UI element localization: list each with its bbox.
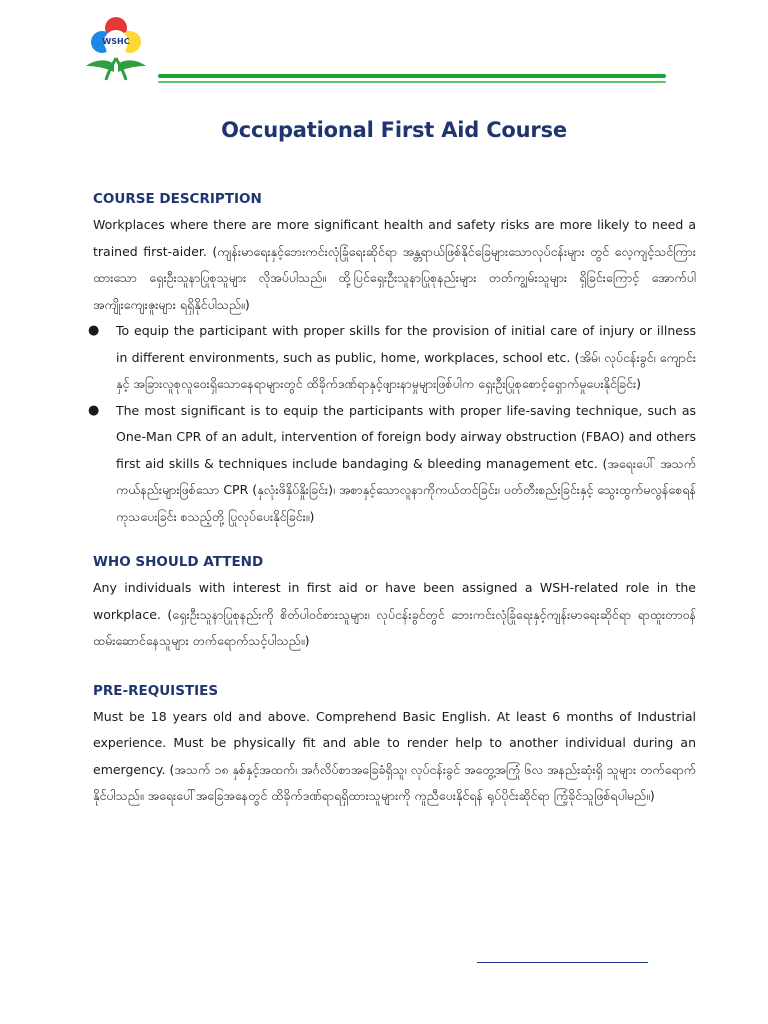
header-divider (158, 74, 666, 78)
bullet-text: The most significant is to equip the participants with proper life-saving technique, such as One-Man CPR of an adult, intervention of foreign body airway obstruction (FBAO) and others first aid skills & techniques include bandaging & bleeding management etc. (အရေးပေါ် အသက်ကယ်နည်းများဖြစ်သော CPR (နှလုံးဖိနှိပ်နှိုးခြင်း)၊ အစာနှင့်သောလူနာကိုကယ်တင်ခြင်း၊ ပတ်တီးစည်းခြင်းနှင့် သွေးထွက်မလွန်စေရန် ကုသပေးခြင်း စသည့်တို့ ပြုလုပ်ပေးနိုင်ခြင်း။) (116, 402, 696, 524)
who-should-attend-paragraph: Any individuals with interest in first aid or have been assigned a WSH-related role in the workplace. (ရှေးဦးသူနာပြုစုနည်းကို စိတ်ပါဝင်စားသူများ၊ လုပ်ငန်းခွင်တွင် ဘေးကင်းလုံခြုံရေးနှင့်ကျန်းမာရေးဆိုင်ရာ ရာထူးတာဝန် ထမ်းဆောင်နေသူများ တက်ရောက်သင့်ပါသည်။) (93, 580, 696, 648)
bullet-icon: ● (88, 402, 100, 418)
header-divider-thin (158, 81, 666, 83)
bullet-item (88, 318, 696, 398)
bullet-text: To equip the participant with proper skills for the provision of initial care of injury or illness in different environments, such as public, home, workplaces, school etc. (အိမ်၊ လုပ်ငန်းခွင်၊ ကျောင်းနှင့် အခြားလူစုလူဝေးရှိသောနေရာများတွင် ထိခိုက်ဒဏ်ရာနှင့်ဖျားနာမှုများဖြစ်ပါက ရှေးဦးပြုစုစောင့်ရှောက်မှုပေးနိုင်ခြင်း) (116, 323, 696, 391)
pre-requisites-heading: PRE-REQUISTIES (93, 682, 219, 699)
page-title: Occupational First Aid Course (221, 118, 567, 142)
bullet-icon: ● (88, 323, 100, 338)
who-should-attend-heading: WHO SHOULD ATTEND (93, 554, 264, 570)
pre-requisites-paragraph: Must be 18 years old and above. Comprehend Basic English. At least 6 months of Industrial experience. Must be physically fit and able to render help to another individual during an emergency. (အသက် ၁၈ နှစ်နှင့်အထက်၊ အင်္ဂလိပ်စာအခြေခံရှိသူ၊ လုပ်ငန်းခွင် အတွေ့အကြုံ ၆လ အနည်းဆုံးရှိ သူများ တက်ရောက်နိုင်ပါသည်။ အရေးပေါ်အခြေအနေတွင် ထိခိုက်ဒဏ်ရာရရှိထားသူများကို ကူညီပေးနိုင်ရန် ရုပ်ပိုင်းဆိုင်ရာ ကြံ့ခိုင်သူဖြစ်ရပါမည်။) (93, 708, 696, 803)
flower-logo-icon (84, 14, 148, 82)
logo-text: WSHC (102, 37, 130, 46)
footer-underline (477, 962, 648, 963)
course-description-bullets (88, 318, 696, 530)
document-body (88, 186, 696, 810)
course-description-heading: COURSE DESCRIPTION (93, 191, 262, 207)
wshc-logo (84, 14, 148, 82)
course-description-paragraph: Workplaces where there are more significant health and safety risks are more likely to need a trained first-aider. (ကျန်းမာရေးနှင့်ဘေးကင်းလုံခြုံရေးဆိုင်ရာ အန္တရာယ်ဖြစ်နိုင်ခြေများသောလုပ်ငန်းများ တွင် လေ့ကျင့်သင်ကြားထားသော ရှေးဦးသူနာပြုစုသူများ လိုအပ်ပါသည်။ ထို့ပြင်ရှေးဦးသူနာပြုစုနည်းများ တတ်ကျွမ်းသူများ ရှိခြင်းကြောင့် အောက်ပါ အကျိုးကျေးဇူးများ ရရှိနိုင်ပါသည်။) (93, 217, 696, 312)
bullet-item (88, 398, 696, 531)
